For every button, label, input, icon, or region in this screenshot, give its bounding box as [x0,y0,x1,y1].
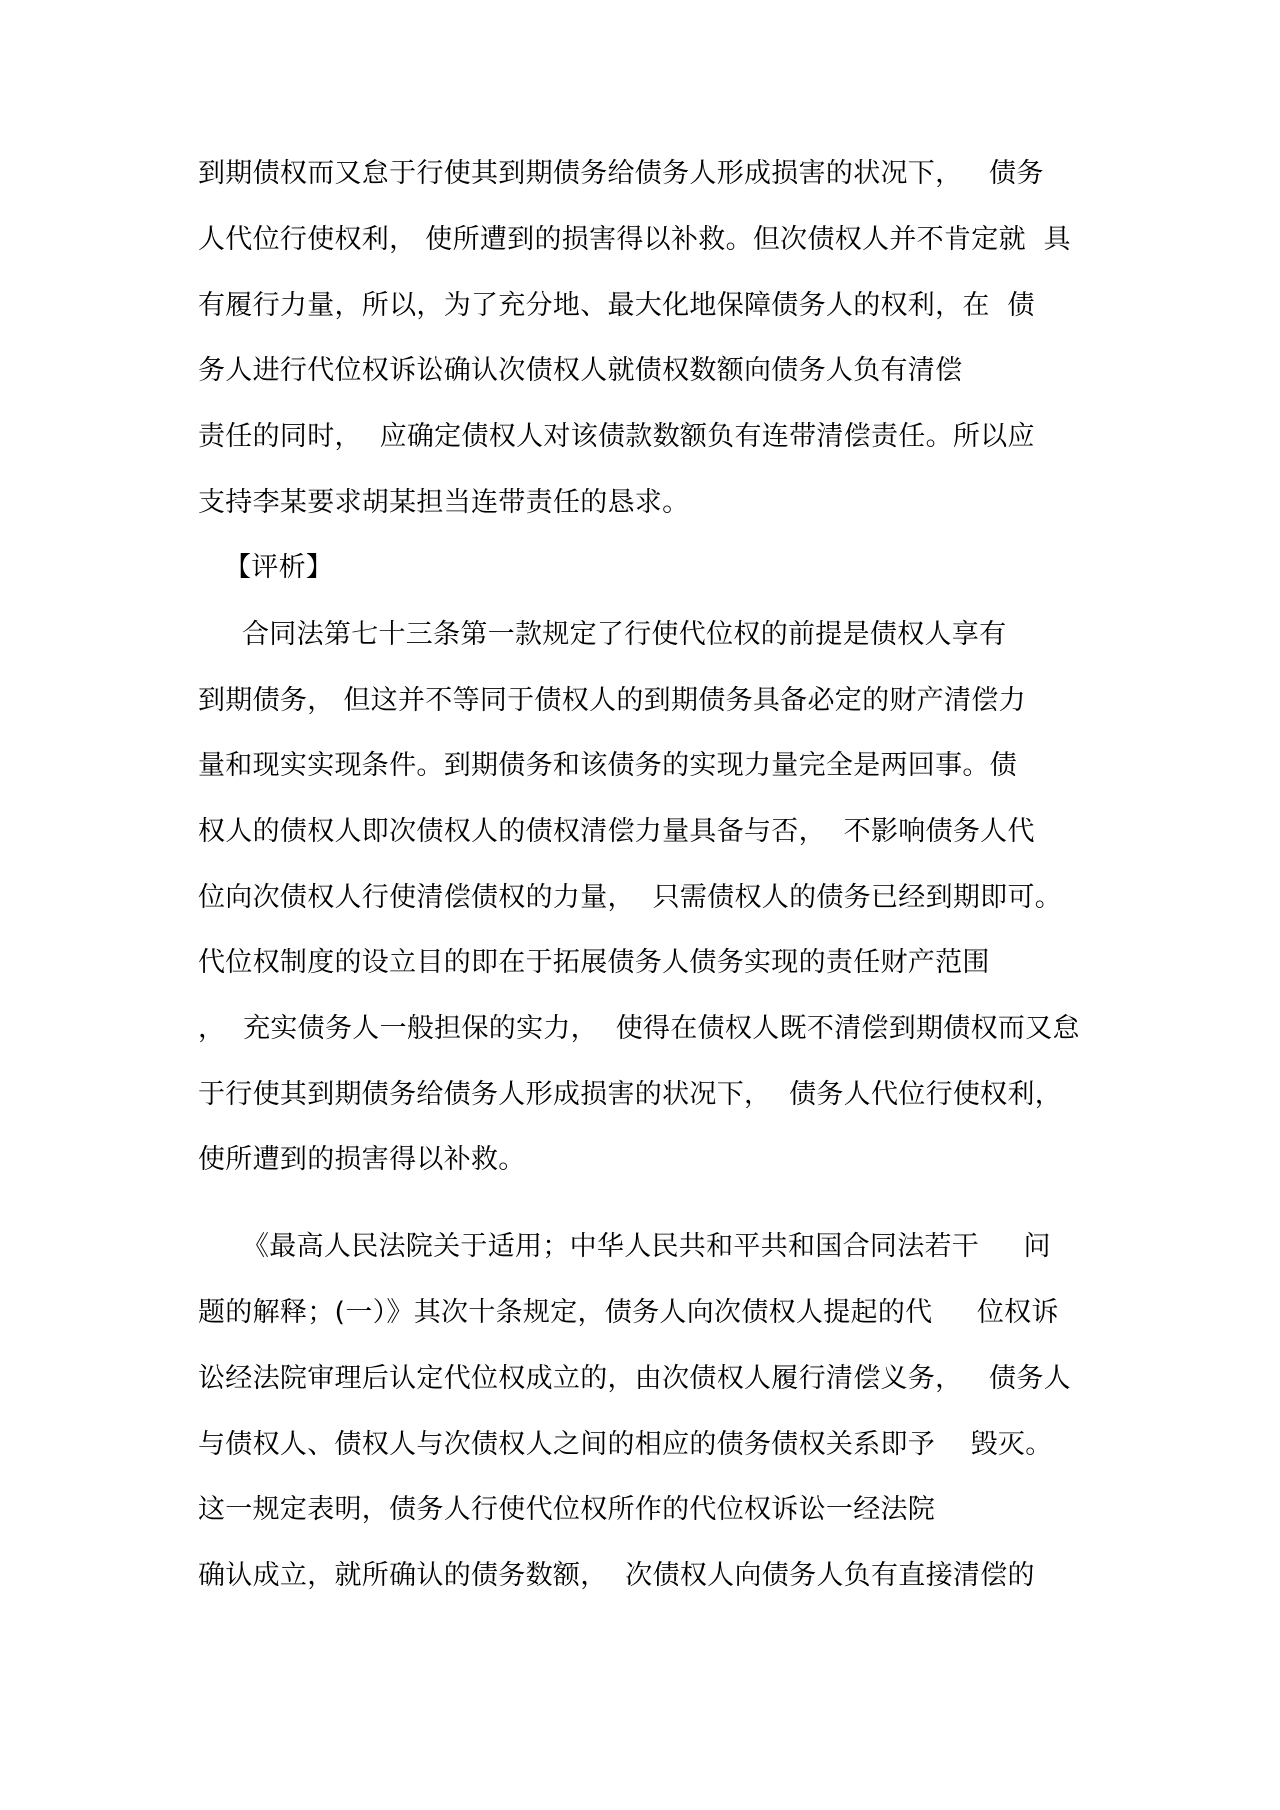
text-line: 到期债务， 但这并不等同于债权人的到期债务具备必定的财产清偿力 [198,685,1026,716]
text-line: 有履行力量，所以，为了充分地、最大化地保障债务人的权利，在 债 [198,290,1035,321]
text-line: 权人的债权人即次债权人的债权清偿力量具备与否， 不影响债务人代 [198,816,1035,847]
text-line: 代位权制度的设立目的即在于拓展债务人债务实现的责任财产范围 [198,947,990,978]
text-line: 于行使其到期债务给债务人形成损害的状况下， 债务人代位行使权利， [198,1079,1063,1110]
text-line: 量和现实实现条件。到期债务和该债务的实现力量完全是两回事。债 [198,750,1017,781]
text-line: 支持李某要求胡某担当连带责任的恳求。 [198,487,690,518]
text-line: 与债权人、债权人与次债权人之间的相应的债务债权关系即予 毁灭。 [198,1429,1053,1460]
text-line: 到期债权而又怠于行使其到期债务给债务人形成损害的状况下， 债务 [198,158,1044,189]
text-line: 确认成立，就所确认的债务数额， 次债权人向债务人负有直接清偿的 [198,1560,1035,1591]
text-line: 讼经法院审理后认定代位权成立的，由次债权人履行清偿义务， 债务人 [198,1363,1071,1394]
text-line: 《最高人民法院关于适用；中华人民共和平共和国合同法若干 问 [242,1231,1051,1262]
text-line: ， 充实债务人一般担保的实力， 使得在债权人既不清偿到期债权而又怠 [198,1013,1080,1044]
text-line: 使所遭到的损害得以补救。 [198,1144,526,1175]
text-line: 题的解释；(一）》其次十条规定，债务人向次债权人提起的代 位权诉 [198,1297,1059,1328]
text-line: 合同法第七十三条第一款规定了行使代位权的前提是债权人享有 [242,619,1007,650]
text-line: 责任的同时， 应确定债权人对该债款数额负有连带清偿责任。所以应 [198,421,1035,452]
text-line: 人代位行使权利， 使所遭到的损害得以补救。但次债权人并不肯定就 具 [198,224,1071,255]
text-line: 务人进行代位权诉讼确认次债权人就债权数额向债务人负有清偿 [198,355,963,386]
text-line: 位向次债权人行使清偿债权的力量， 只需债权人的债务已经到期即可。 [198,882,1063,913]
text-line: 这一规定表明，债务人行使代位权所作的代位权诉讼一经法院 [198,1494,936,1525]
section-heading: 【评析】 [224,552,334,583]
